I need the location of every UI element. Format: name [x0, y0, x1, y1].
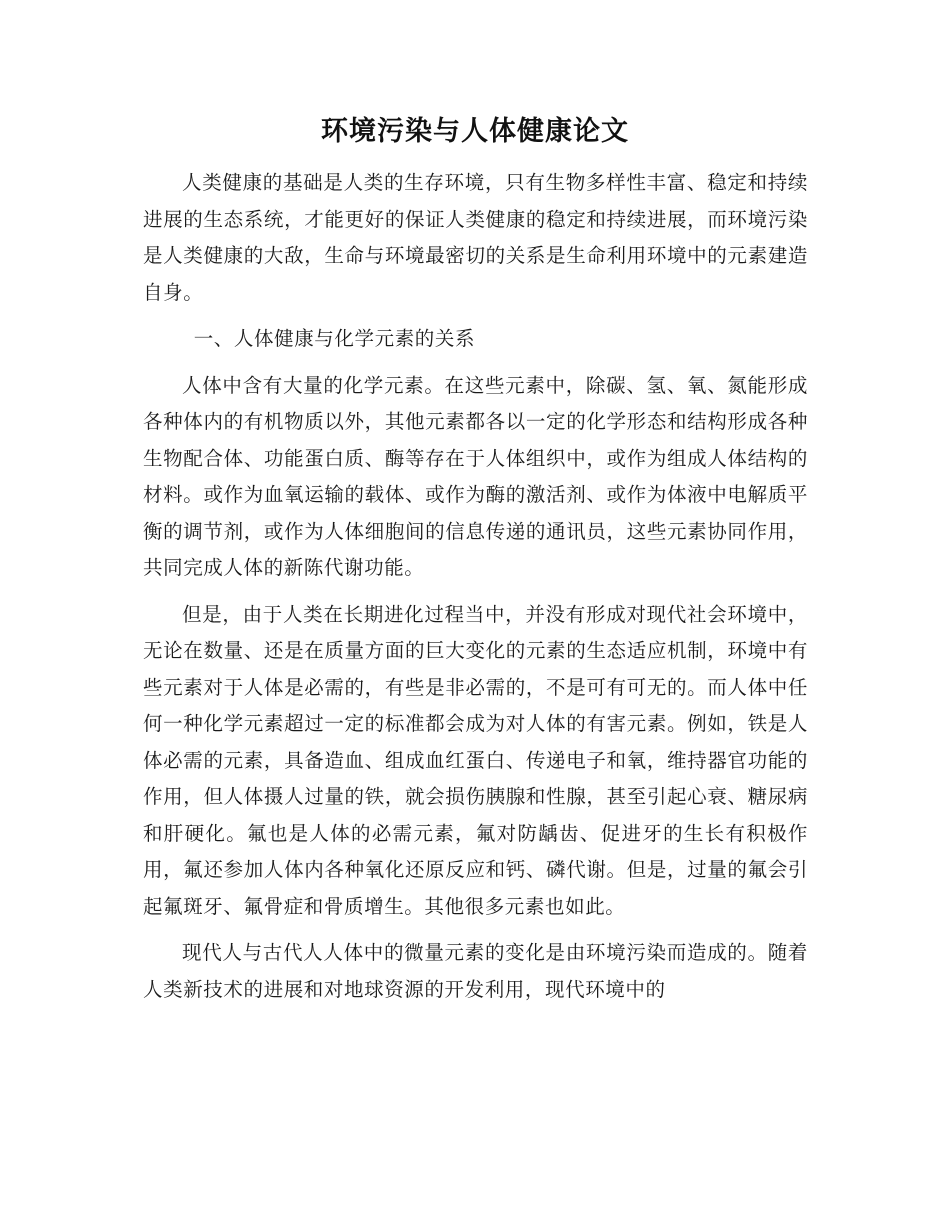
paragraph-elements: 人体中含有大量的化学元素。在这些元素中，除碳、氢、氧、氮能形成各种体内的有机物质以外，其他元素都各以一定的化学形态和结构形成各种生物配合体、功能蛋白质、酶等存在于人体组织中，或作为组成人体结构的材料。或作为血氧运输的载体、或作为酶的激活剂、或作为体液中电解质平衡的调节剂，或作为人体细胞间的信息传递的通讯员，这些元素协同作用，共同完成人体的新陈代谢功能。 [143, 373, 808, 579]
document-title: 环境污染与人体健康论文 [321, 116, 629, 147]
paragraph-trace-elements: 现代人与古代人人体中的微量元素的变化是由环境污染而造成的。随着人类新技术的进展和对地球资源的开发利用，现代环境中的 [143, 941, 808, 1001]
document-body [143, 165, 808, 1008]
paragraph-intro: 人类健康的基础是人类的生存环境，只有生物多样性丰富、稳定和持续进展的生态系统，才能更好的保证人类健康的稳定和持续进展，而环境污染是人类健康的大敌，生命与环境最密切的关系是生命利用环境中的元素建造自身。 [143, 171, 808, 304]
paragraph-adaptation: 但是，由于人类在长期进化过程当中，并没有形成对现代社会环境中，无论在数量、还是在质量方面的巨大变化的元素的生态适应机制，环境中有些元素对于人体是必需的，有些是非必需的，不是可有可无的。而人体中任何一种化学元素超过一定的标准都会成为对人体的有害元素。例如，铁是人体必需的元素，具备造血、组成血红蛋白、传递电子和氧，维持器官功能的作用，但人体摄人过量的铁，就会损伤胰腺和性腺，甚至引起心衰、糖尿病和肝硬化。氟也是人体的必需元素，氟对防龋齿、促进牙的生长有积极作用，氟还参加人体内各种氧化还原反应和钙、磷代谢。但是，过量的氟会引起氟斑牙、氟骨症和骨质增生。其他很多元素也如此。 [143, 602, 808, 918]
section-heading-1: 一、人体健康与化学元素的关系 [193, 327, 476, 350]
